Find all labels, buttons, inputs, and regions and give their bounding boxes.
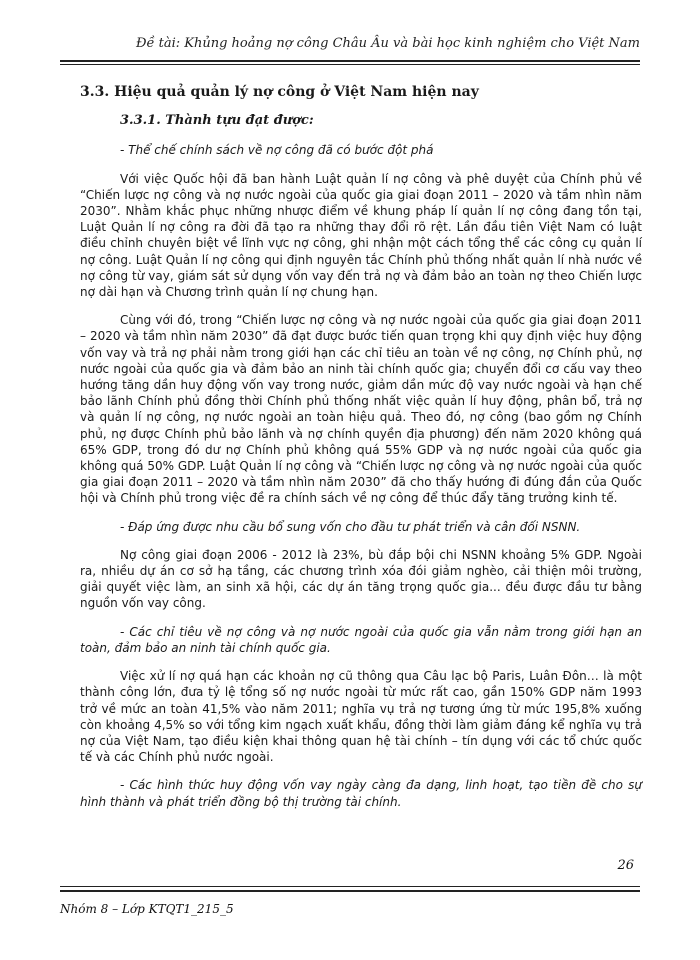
document-header: Đề tài: Khủng hoảng nợ công Châu Âu và bài học kinh nghiệm cho Việt Nam — [136, 36, 640, 51]
section-heading: 3.3. Hiệu quả quản lý nợ công ở Việt Nam hiện nay — [80, 84, 479, 100]
subtitle-safe-limits: - Các chỉ tiêu về nợ công và nợ nước ngoài của quốc gia vẫn nằm trong giới hạn an toàn, đảm bảo an ninh tài chính quốc gia. — [80, 624, 642, 655]
paragraph-debt-settlement: Việc xử lí nợ quá hạn các khoản nợ cũ thông qua Câu lạc bộ Paris, Luân Đôn… là một thành công lớn, đưa tỷ lệ tổng số nợ nước ngoài từ mức rất cao, gần 150% GDP năm 1993 trở về mức an toàn 41,5% vào năm 2011; nghĩa vụ trả nợ tương ứng từ mức 195,8% xuống còn khoảng 4,5% so với tổng kim ngạch xuất khẩu, đồng thời làm giảm đáng kể nghĩa vụ trả nợ của Việt Nam, tạo điều kiện khai thông quan hệ tài chính – tín dụng với các tổ chức quốc tế và các Chính phủ nước ngoài. — [80, 669, 642, 765]
subsection-heading: 3.3.1. Thành tựu đạt được: — [120, 113, 314, 129]
page-number: 26 — [617, 858, 634, 873]
page-body — [80, 84, 642, 822]
subtitle-capital: - Đáp ứng được nhu cầu bổ sung vốn cho đầu tư phát triển và cân đối NSNN. — [120, 519, 581, 534]
subtitle-policy: - Thể chế chính sách về nợ công đã có bước đột phá — [120, 143, 434, 158]
subtitle-diverse-forms: - Các hình thức huy động vốn vay ngày càng đa dạng, linh hoạt, tạo tiền đề cho sự hình thành và phát triển đồng bộ thị trường tài chính. — [80, 778, 642, 809]
footer-rule — [60, 890, 640, 892]
footer-rule-thin — [60, 886, 640, 887]
document-footer: Nhóm 8 – Lớp KTQT1_215_5 — [60, 902, 234, 916]
paragraph-law: Với việc Quốc hội đã ban hành Luật quản lí nợ công và phê duyệt của Chính phủ về “Chiến lược nợ công và nợ nước ngoài của quốc gia giai đoạn 2011 – 2020 và tầm nhìn năm 2030”. Nhằm khắc phục những nhược điểm về khung pháp lí quản lí nợ công đang tồn tại, Luật Quản lí nợ công ra đời đã tạo ra những thay đổi rõ rệt. Lần đầu tiên Việt Nam có luật điều chỉnh chuyên biệt về lĩnh vực nợ công, ghi nhận một cách tổng thể các công cụ quản lí nợ công. Luật Quản lí nợ công qui định nguyên tắc Chính phủ thống nhất quản lí nhà nước về nợ công từ vay, giám sát sử dụng vốn vay đến trả nợ và đảm bảo an toàn nợ theo Chiến lược nợ dài hạn và Chương trình quản lí nợ chung hạn. — [80, 171, 642, 300]
header-rule — [60, 60, 640, 62]
paragraph-public-debt: Nợ công giai đoạn 2006 - 2012 là 23%, bù đắp bội chi NSNN khoảng 5% GDP. Ngoài ra, nhiều dự án cơ sở hạ tầng, các chương trình xóa đói giảm nghèo, cải thiện môi trường, giải quyết việc làm, an sinh xã hội, các dự án tăng trọng quốc gia... đều được đầu tư bằng nguồn vốn vay công. — [80, 547, 642, 611]
header-rule-thin — [60, 64, 640, 65]
paragraph-strategy: Cùng với đó, trong “Chiến lược nợ công và nợ nước ngoài của quốc gia giai đoạn 2011 – 2020 và tầm nhìn năm 2030” đã đạt được bước tiến quan trọng khi quy định việc huy động vốn vay và trả nợ phải nằm trong giới hạn các chỉ tiêu an toàn về nợ công, nợ Chính phủ, nợ nước ngoài của quốc gia và đảm bảo an ninh tài chính quốc gia; chuyển đổi cơ cấu vay theo hướng tăng dần huy động vốn vay trong nước, giảm dần mức độ vay nước ngoài và hạn chế bảo lãnh Chính phủ đồng thời Chính phủ thống nhất việc quản lí huy động, phân bổ, trả nợ và quản lí nợ công, nợ nước ngoài an toàn hiệu quả. Theo đó, nợ công (bao gồm nợ Chính phủ, nợ được Chính phủ bảo lãnh và nợ chính quyền địa phương) đến năm 2020 không quá 65% GDP, trong đó dư nợ Chính phủ không quá 55% GDP và nợ nước ngoài của quốc gia không quá 50% GDP. Luật Quản lí nợ công và “Chiến lược nợ công và nợ nước ngoài của quốc gia giai đoạn 2011 – 2020 và tầm nhìn năm 2030” đã cho thấy hướng đi đúng đắn của Quốc hội và Chính phủ trong việc đề ra chính sách về nợ công để thúc đẩy tăng trưởng kinh tế. — [80, 313, 642, 506]
